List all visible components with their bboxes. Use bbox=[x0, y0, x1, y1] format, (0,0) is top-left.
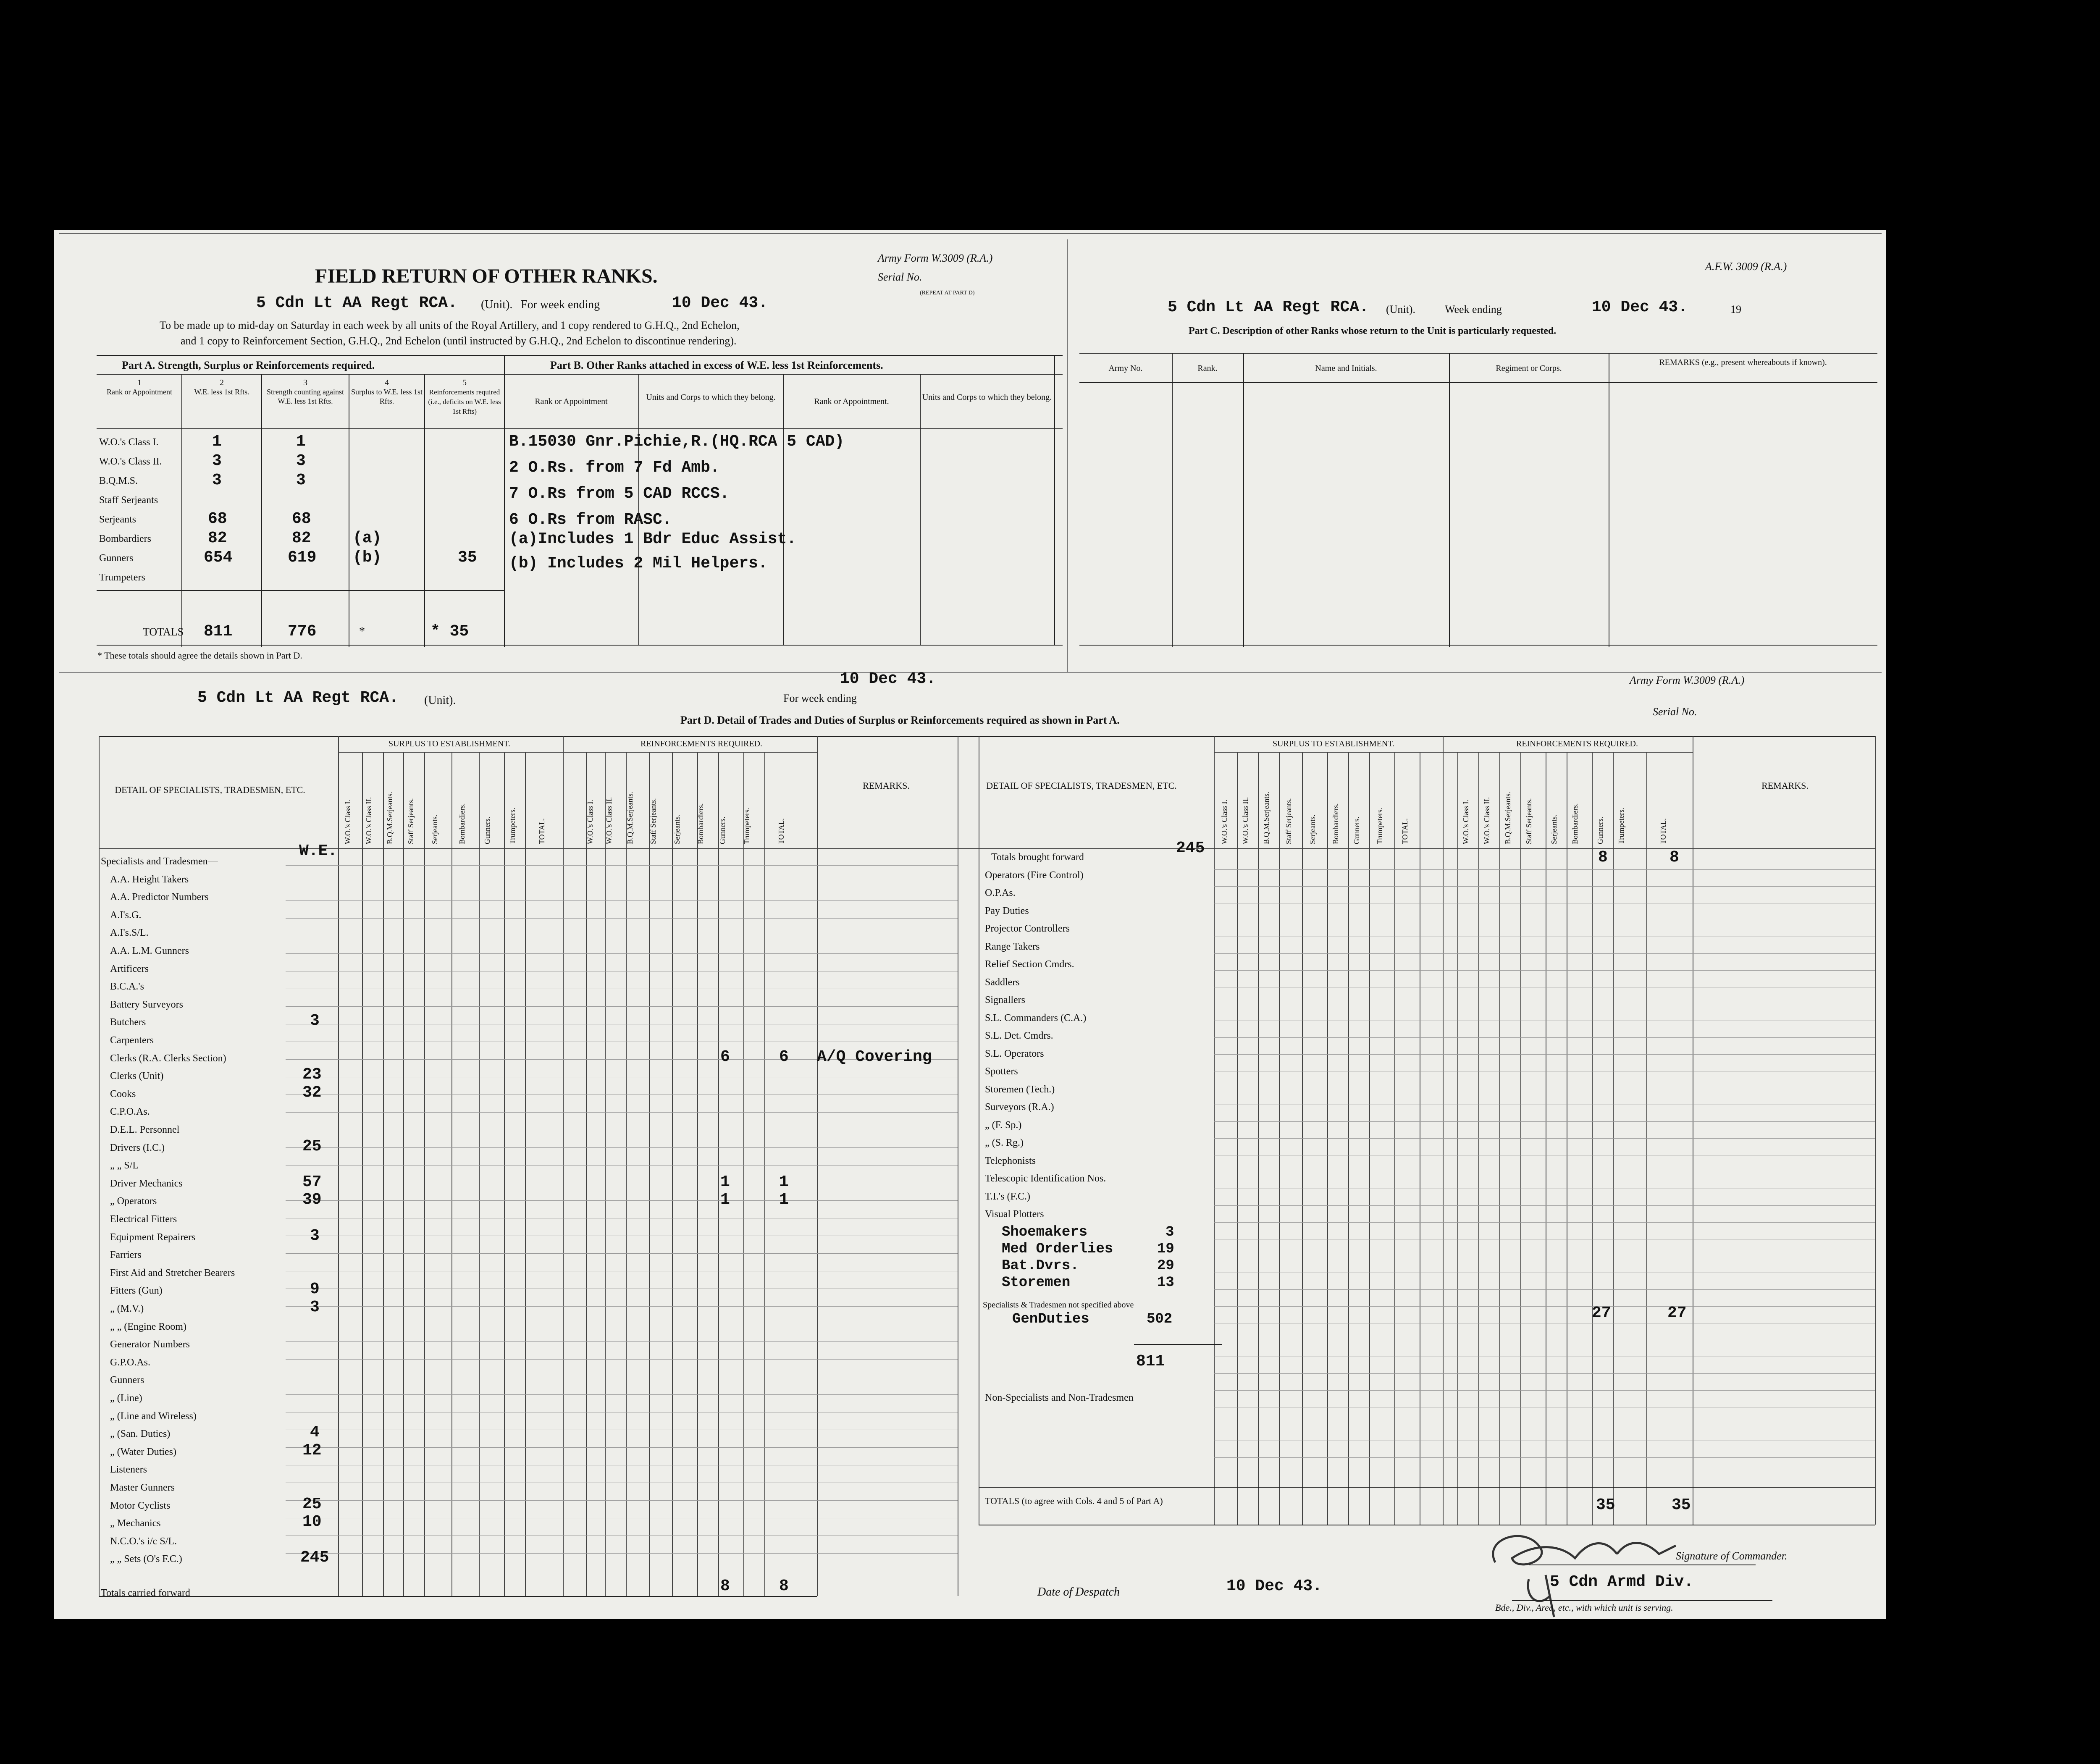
left-col-line bbox=[479, 752, 480, 1596]
row-total-value: 8 bbox=[1670, 848, 1679, 866]
part-c-head-rule bbox=[1079, 382, 1877, 383]
part-b-line: 7 O.Rs from 5 CAD RCCS. bbox=[509, 485, 730, 503]
left-reinf-rank-col-header: W.O.'s Class I. bbox=[586, 799, 594, 844]
repeat-note: (REPEAT AT PART D) bbox=[920, 290, 975, 296]
row-label: „ „ S/L bbox=[110, 1160, 139, 1171]
right-row-rule bbox=[1214, 1121, 1875, 1122]
form-sheet bbox=[54, 230, 1886, 1619]
right-surplus-header: SURPLUS TO ESTABLISHMENT. bbox=[1272, 739, 1395, 748]
row-label: Specialists and Tradesmen— bbox=[101, 856, 218, 867]
left-surplus-rank-col-header: Serjeants. bbox=[430, 814, 439, 844]
left-col-line bbox=[586, 752, 587, 1596]
part-c-col-4-head: Regiment or Corps. bbox=[1496, 364, 1562, 373]
row-label: Signallers bbox=[985, 995, 1025, 1005]
left-col-line bbox=[672, 752, 673, 1596]
form-centre-fold bbox=[1067, 239, 1068, 672]
unit-label-right: (Unit). bbox=[1386, 303, 1416, 315]
right-surplus-rank-col-header: W.O.'s Class II. bbox=[1241, 797, 1250, 844]
row-label: C.P.O.As. bbox=[110, 1106, 150, 1118]
part-b-line: 2 O.Rs. from 7 Fd Amb. bbox=[509, 459, 720, 477]
part-b-col-4-head: Units and Corps to which they belong. bbox=[922, 393, 1052, 402]
part-b-col-1-head: Rank or Appointment bbox=[535, 397, 608, 406]
left-col-line bbox=[743, 752, 744, 1596]
formation-value: 5 Cdn Armd Div. bbox=[1550, 1573, 1694, 1591]
extra-row-label: Med Orderlies bbox=[1002, 1241, 1113, 1257]
right-row-rule bbox=[1214, 886, 1875, 887]
signature-label: Signature of Commander. bbox=[1676, 1550, 1788, 1562]
left-reinf-rank-col-header: Staff Serjeants. bbox=[649, 798, 657, 844]
right-row-rule bbox=[1214, 1390, 1875, 1391]
right-row-rule bbox=[1214, 1205, 1875, 1206]
left-surplus-rank-col-header: Staff Serjeants. bbox=[407, 798, 415, 844]
part-b-title: Part B. Other Ranks attached in excess of W.E. less 1st Reinforcements. bbox=[550, 359, 883, 371]
grand-total-rule bbox=[1134, 1344, 1222, 1345]
right-row-rule bbox=[1214, 869, 1875, 870]
row-we-value: 4 bbox=[310, 1423, 320, 1442]
right-surplus-rank-col-header: B.Q.M.Serjeants. bbox=[1262, 792, 1270, 844]
part-c-col-div-2 bbox=[1243, 353, 1244, 647]
date-of-despatch-value: 10 Dec 43. bbox=[1226, 1577, 1323, 1595]
left-reinf-rank-col-header: Trumpeters. bbox=[743, 808, 751, 844]
right-surplus-rank-col-header: Staff Serjeants. bbox=[1284, 798, 1293, 844]
row-gunners-value: 8 bbox=[1598, 848, 1608, 866]
left-detail-header: DETAIL OF SPECIALISTS, TRADESMEN, ETC. bbox=[115, 785, 305, 795]
part-a-col-3-head: 3 Strength counting against W.E. less 1st Rfts. bbox=[267, 378, 344, 405]
row-total-value: 6 bbox=[779, 1047, 789, 1066]
row-label: Visual Plotters bbox=[985, 1209, 1044, 1220]
left-col-line bbox=[383, 752, 384, 1596]
part-b-line: (a)Includes 1 Bdr Educ Assist. bbox=[509, 530, 797, 548]
row-label: Surveyors (R.A.) bbox=[985, 1102, 1054, 1113]
left-col-line bbox=[697, 752, 698, 1596]
right-row-rule bbox=[1214, 953, 1875, 954]
left-surplus-rank-col-header: W.O.'s Class I. bbox=[344, 799, 352, 844]
row-label: Motor Cyclists bbox=[110, 1500, 171, 1511]
left-surplus-rank-col-header: Bombardiers. bbox=[458, 803, 466, 844]
part-a-head-rule bbox=[97, 374, 504, 375]
row-label: Carpenters bbox=[110, 1035, 154, 1046]
left-reinf-rank-col-header: Bombardiers. bbox=[696, 803, 705, 844]
left-row-rule bbox=[286, 1553, 958, 1554]
not-specified-label: Specialists & Tradesmen not specified above bbox=[983, 1300, 1134, 1310]
row-label: Operators (Fire Control) bbox=[985, 869, 1084, 881]
left-col-line bbox=[504, 752, 505, 1596]
left-row-rule bbox=[286, 1147, 958, 1148]
row-we-value: 12 bbox=[302, 1441, 322, 1460]
part-b-line: 6 O.Rs from RASC. bbox=[509, 511, 672, 529]
row-label: Listeners bbox=[110, 1464, 147, 1475]
row-label: Clerks (R.A. Clerks Section) bbox=[110, 1053, 226, 1064]
unit-value: 5 Cdn Lt AA Regt RCA. bbox=[256, 294, 457, 312]
row-we-value: 57 bbox=[302, 1173, 322, 1191]
formation-line bbox=[1512, 1600, 1772, 1601]
form-top-edge bbox=[59, 233, 1882, 234]
part-b-col-3-head: Rank or Appointment. bbox=[814, 397, 889, 406]
row-label: „ (M.V.) bbox=[110, 1303, 144, 1314]
totals-carried-forward-total: 8 bbox=[779, 1577, 789, 1595]
row-label: S.L. Operators bbox=[985, 1048, 1044, 1059]
row-we-value: 245 bbox=[1176, 839, 1205, 857]
row-label: Range Takers bbox=[985, 941, 1040, 952]
row-label: „ Mechanics bbox=[110, 1518, 161, 1529]
row-label: „ Operators bbox=[110, 1196, 157, 1207]
row-gunners-value: 1 bbox=[720, 1173, 730, 1191]
right-surplus-rank-col-header: TOTAL. bbox=[1401, 818, 1409, 844]
left-reinf-rank-col-header: TOTAL. bbox=[777, 818, 785, 844]
part-c-bottom-rule bbox=[1079, 645, 1877, 646]
left-subhead-rule bbox=[338, 752, 817, 753]
part-b-line: B.15030 Gnr.Pichie,R.(HQ.RCA 5 CAD) bbox=[509, 433, 845, 451]
part-b-bottom-rule bbox=[504, 645, 1063, 646]
row-label: First Aid and Stretcher Bearers bbox=[110, 1267, 235, 1278]
row-label: N.C.O.'s i/c S/L. bbox=[110, 1536, 177, 1547]
row-we-value: 32 bbox=[302, 1083, 322, 1102]
left-surplus-rank-col-header: B.Q.M.Serjeants. bbox=[386, 792, 394, 844]
gen-duties-we: 502 bbox=[1147, 1311, 1173, 1327]
part-b-col-div-2 bbox=[783, 374, 784, 645]
row-label: A.I's.G. bbox=[110, 909, 142, 921]
right-reinf-rank-col-header: TOTAL. bbox=[1659, 818, 1667, 844]
army-form-label: Army Form W.3009 (R.A.) bbox=[878, 252, 993, 264]
left-row-rule bbox=[286, 1447, 958, 1448]
row-we-value: 9 bbox=[310, 1280, 320, 1299]
right-reinf-rank-col-header: Gunners. bbox=[1596, 816, 1604, 844]
row-label: Totals brought forward bbox=[991, 852, 1084, 863]
part-b-colhead-rule bbox=[504, 428, 1063, 429]
part-d-army-form: Army Form W.3009 (R.A.) bbox=[1630, 674, 1745, 686]
left-reinf-rank-col-header: B.Q.M.Serjeants. bbox=[626, 792, 634, 844]
right-reinf-rank-col-header: B.Q.M.Serjeants. bbox=[1504, 792, 1512, 844]
left-surplus-rank-col-header: W.O.'s Class II. bbox=[365, 797, 373, 844]
part-d-head-rule bbox=[99, 848, 1875, 849]
part-d-totals-total: 35 bbox=[1672, 1496, 1691, 1514]
left-row-rule bbox=[286, 1006, 958, 1007]
left-col-line bbox=[605, 752, 606, 1596]
part-b-col-2-head: Units and Corps to which they belong. bbox=[646, 393, 776, 402]
row-label: S.L. Commanders (C.A.) bbox=[985, 1012, 1087, 1024]
row-we-value: 10 bbox=[302, 1513, 322, 1531]
part-c-col-2-head: Rank. bbox=[1197, 364, 1218, 373]
week-ending-label-right: Week ending bbox=[1445, 303, 1502, 315]
form-title: FIELD RETURN OF OTHER RANKS. bbox=[315, 265, 658, 287]
right-remarks-header: REMARKS. bbox=[1761, 780, 1809, 791]
part-a-totals-rule bbox=[97, 590, 504, 591]
row-label: Butchers bbox=[110, 1017, 146, 1028]
row-label: Drivers (I.C.) bbox=[110, 1142, 165, 1153]
right-reinf-rank-col-header: W.O.'s Class I. bbox=[1462, 799, 1470, 844]
extra-row-we: 13 bbox=[1157, 1275, 1174, 1291]
part-a-col-div-2 bbox=[261, 374, 262, 647]
right-row-rule bbox=[1214, 1054, 1875, 1055]
right-reinf-rank-col-header: Staff Serjeants. bbox=[1525, 798, 1533, 844]
extra-row-we: 3 bbox=[1166, 1224, 1174, 1240]
left-surplus-rank-col-header: Trumpeters. bbox=[508, 808, 517, 844]
row-label: A.A. Predictor Numbers bbox=[110, 892, 209, 903]
row-label: Relief Section Cmdrs. bbox=[985, 959, 1074, 970]
row-label: Driver Mechanics bbox=[110, 1178, 183, 1189]
row-total-value: 1 bbox=[779, 1173, 789, 1191]
week-ending-label: For week ending bbox=[521, 298, 600, 311]
left-reinf-header: REINFORCEMENTS REQUIRED. bbox=[640, 739, 762, 748]
instructions-line-1: To be made up to mid-day on Saturday in each week by all units of the Royal Artillery, and 1 copy rendered to G.H.Q., 2nd Echelon, bbox=[160, 319, 740, 331]
totals-carried-forward-label: Totals carried forward bbox=[101, 1588, 190, 1599]
right-row-rule bbox=[1214, 1138, 1875, 1139]
row-we-value: 3 bbox=[310, 1298, 320, 1316]
part-c-col-3-head: Name and Initials. bbox=[1315, 364, 1377, 373]
part-a-col-5-head: 5 Reinforcements required (i.e., deficits on W.E. less 1st Rfts) bbox=[428, 378, 501, 415]
right-surplus-rank-col-header: Gunners. bbox=[1352, 816, 1361, 844]
row-we-value: 23 bbox=[302, 1066, 322, 1084]
row-label: „ (F. Sp.) bbox=[985, 1119, 1022, 1131]
part-a-bottom-rule bbox=[97, 645, 504, 646]
left-row-rule bbox=[286, 1359, 958, 1360]
part-a-footnote: * These totals should agree the details shown in Part D. bbox=[97, 650, 302, 661]
gen-duties-total: 27 bbox=[1667, 1304, 1687, 1322]
part-d-left-bottom-rule bbox=[99, 1596, 817, 1597]
row-label: „ (S. Rg.) bbox=[985, 1137, 1024, 1148]
row-label: „ „ Sets (O's F.C.) bbox=[110, 1554, 182, 1565]
part-d-week-value: 10 Dec 43. bbox=[840, 670, 936, 688]
part-b-col-div-4 bbox=[1054, 355, 1055, 645]
right-row-rule bbox=[1214, 1457, 1875, 1458]
row-label: „ „ (Engine Room) bbox=[110, 1321, 186, 1332]
right-surplus-rank-col-header: Trumpeters. bbox=[1376, 808, 1384, 844]
left-row-rule bbox=[286, 1112, 958, 1113]
part-a-col-2-head: 2 W.E. less 1st Rfts. bbox=[194, 378, 249, 396]
row-label: Battery Surveyors bbox=[110, 999, 183, 1010]
row-label: Cooks bbox=[110, 1088, 136, 1100]
part-d-unit-label: (Unit). bbox=[424, 694, 456, 707]
gen-duties-gunners: 27 bbox=[1592, 1304, 1611, 1322]
left-surplus-header: SURPLUS TO ESTABLISHMENT. bbox=[388, 739, 511, 748]
left-row-rule bbox=[286, 900, 958, 901]
left-col-line bbox=[718, 752, 719, 1596]
left-row-rule bbox=[286, 1394, 958, 1395]
right-reinf-rank-col-header: Bombardiers. bbox=[1571, 803, 1579, 844]
row-remarks-value: A/Q Covering bbox=[817, 1047, 932, 1066]
row-label: D.E.L. Personnel bbox=[110, 1124, 180, 1135]
right-surplus-rank-col-header: Serjeants. bbox=[1308, 814, 1317, 844]
row-label: S.L. Det. Cmdrs. bbox=[985, 1030, 1053, 1041]
row-label: Artificers bbox=[110, 963, 149, 974]
part-a-col-div-1 bbox=[181, 374, 182, 647]
row-label: A.I's.S/L. bbox=[110, 927, 149, 939]
part-b-col-div-1 bbox=[638, 374, 639, 645]
part-d-top-rule bbox=[99, 736, 1875, 737]
right-row-rule bbox=[1214, 1373, 1875, 1374]
part-c-col-5-head: REMARKS (e.g., present whereabouts if known). bbox=[1659, 358, 1827, 367]
gen-duties-label: GenDuties bbox=[1012, 1311, 1089, 1327]
left-row-rule bbox=[286, 1253, 958, 1254]
row-label: „ (Line) bbox=[110, 1393, 142, 1404]
part-a-col-1-head: 1 Rank or Appointment bbox=[107, 378, 172, 396]
grand-total-we: 811 bbox=[1136, 1352, 1165, 1370]
left-row-rule bbox=[286, 1306, 958, 1307]
left-row-rule bbox=[286, 1500, 958, 1501]
row-label: B.C.A.'s bbox=[110, 981, 144, 992]
part-b-line: (b) Includes 2 Mil Helpers. bbox=[509, 554, 768, 572]
left-surplus-rank-col-header: Gunners. bbox=[483, 816, 491, 844]
left-reinf-rank-col-header: Gunners. bbox=[718, 816, 727, 844]
row-we-value: 25 bbox=[302, 1495, 322, 1513]
right-col-line bbox=[1214, 736, 1215, 1525]
row-label: Electrical Fitters bbox=[110, 1214, 177, 1225]
extra-row-we: 19 bbox=[1157, 1241, 1174, 1257]
row-label: A.A. Height Takers bbox=[110, 874, 189, 885]
right-reinf-rank-col-header: Serjeants. bbox=[1550, 814, 1558, 844]
part-c-top-rule bbox=[1079, 353, 1877, 354]
signature-line bbox=[1529, 1564, 1756, 1565]
afw-right-label: A.F.W. 3009 (R.A.) bbox=[1705, 260, 1787, 273]
row-label: Master Gunners bbox=[110, 1482, 175, 1493]
row-total-value: 1 bbox=[779, 1191, 789, 1209]
row-we-value: 3 bbox=[310, 1226, 320, 1245]
row-label: A.A. L.M. Gunners bbox=[110, 945, 189, 956]
row-label: „ (San. Duties) bbox=[110, 1428, 171, 1440]
right-totals-rule bbox=[979, 1487, 1875, 1488]
extra-row-label: Bat.Dvrs. bbox=[1002, 1258, 1079, 1274]
part-b-col-div-3 bbox=[920, 374, 921, 645]
row-label: Spotters bbox=[985, 1066, 1018, 1077]
row-label: Telephonists bbox=[985, 1155, 1036, 1166]
right-reinf-rank-col-header: Trumpeters. bbox=[1617, 808, 1625, 844]
week-value-right: 10 Dec 43. bbox=[1592, 298, 1688, 316]
formation-label: Bde., Div., Area, etc., with which unit is serving. bbox=[1495, 1602, 1673, 1613]
right-subhead-rule bbox=[1214, 752, 1693, 753]
left-row-rule bbox=[286, 1341, 958, 1342]
left-remarks-header: REMARKS. bbox=[863, 780, 910, 791]
row-label: Gunners bbox=[110, 1375, 144, 1386]
row-gunners-value: 1 bbox=[720, 1191, 730, 1209]
left-col-line bbox=[626, 752, 627, 1596]
row-label: Storemen (Tech.) bbox=[985, 1084, 1055, 1095]
right-reinf-rank-col-header: W.O.'s Class II. bbox=[1483, 797, 1491, 844]
row-we-value: 25 bbox=[302, 1137, 322, 1155]
left-reinf-rank-col-header: W.O.'s Class II. bbox=[605, 797, 613, 844]
right-surplus-rank-col-header: Bombardiers. bbox=[1331, 803, 1340, 844]
right-row-rule bbox=[1214, 1306, 1875, 1307]
part-c-title: Part C. Description of other Ranks whose return to the Unit is particularly requested. bbox=[1189, 326, 1557, 336]
date-of-despatch-label: Date of Despatch bbox=[1037, 1586, 1120, 1599]
row-we-value: 245 bbox=[300, 1549, 329, 1567]
left-row-rule bbox=[286, 865, 958, 866]
row-we-value: 3 bbox=[310, 1012, 320, 1030]
row-label: Saddlers bbox=[985, 976, 1020, 988]
part-d-totals-gunners: 35 bbox=[1596, 1496, 1615, 1514]
right-row-rule bbox=[1214, 1037, 1875, 1038]
instructions-line-2: and 1 copy to Reinforcement Section, G.H.Q., 2nd Echelon (until instructed by G.H.Q., 2nd Echelon to discontinue rendering). bbox=[181, 335, 737, 347]
extra-row-label: Storemen bbox=[1002, 1275, 1071, 1291]
row-label: O.P.As. bbox=[985, 887, 1016, 898]
part-a-top-rule bbox=[97, 355, 504, 356]
left-col-line bbox=[525, 752, 526, 1596]
row-label: „ (Line and Wireless) bbox=[110, 1410, 197, 1422]
part-d-serial-no: Serial No. bbox=[1653, 706, 1697, 718]
left-row-rule bbox=[286, 918, 958, 919]
right-row-rule bbox=[1214, 1289, 1875, 1290]
extra-row-we: 29 bbox=[1157, 1258, 1174, 1274]
row-label: Generator Numbers bbox=[110, 1339, 190, 1350]
row-label: Clerks (Unit) bbox=[110, 1071, 164, 1082]
right-row-rule bbox=[1214, 970, 1875, 971]
part-a-col-div-5 bbox=[504, 355, 505, 647]
row-label: Fitters (Gun) bbox=[110, 1285, 163, 1297]
left-col-line bbox=[403, 752, 404, 1596]
left-col-line bbox=[649, 752, 650, 1596]
right-surplus-rank-col-header: W.O.'s Class I. bbox=[1220, 799, 1228, 844]
row-label: „ (Water Duties) bbox=[110, 1446, 176, 1457]
part-d-totals-label: TOTALS (to agree with Cols. 4 and 5 of Part A) bbox=[985, 1496, 1163, 1506]
serial-no-label: Serial No. bbox=[878, 271, 922, 283]
part-d-week-label: For week ending bbox=[783, 692, 857, 704]
part-c-col-div-1 bbox=[1172, 353, 1173, 647]
part-c-col-div-3 bbox=[1449, 353, 1450, 647]
right-reinf-header: REINFORCEMENTS REQUIRED. bbox=[1516, 739, 1638, 748]
part-d-title: Part D. Detail of Trades and Duties of Surplus or Reinforcements required as shown in Part A. bbox=[680, 714, 1120, 726]
row-label: Telescopic Identification Nos. bbox=[985, 1173, 1106, 1184]
row-label: Equipment Repairers bbox=[110, 1231, 196, 1243]
unit-label: (Unit). bbox=[481, 298, 513, 311]
extra-row-label: Shoemakers bbox=[1002, 1224, 1088, 1240]
row-label: G.P.O.As. bbox=[110, 1357, 151, 1368]
totals-carried-forward-gunners: 8 bbox=[720, 1577, 730, 1595]
left-col-line bbox=[99, 736, 100, 1596]
week-value: 10 Dec 43. bbox=[672, 294, 768, 312]
row-label: Farriers bbox=[110, 1250, 142, 1261]
year-suffix: 19 bbox=[1730, 303, 1741, 315]
left-reinf-rank-col-header: Serjeants. bbox=[673, 814, 681, 844]
part-a-colhead-rule bbox=[97, 428, 504, 429]
left-row-rule bbox=[286, 1165, 958, 1166]
row-label: Pay Duties bbox=[985, 905, 1029, 916]
right-detail-header: DETAIL OF SPECIALISTS, TRADESMEN, ETC. bbox=[986, 780, 1177, 791]
part-a-col-4-head: 4 Surplus to W.E. less 1st Rfts. bbox=[351, 378, 423, 405]
row-label: Projector Controllers bbox=[985, 923, 1070, 934]
right-row-rule bbox=[1214, 1222, 1875, 1223]
left-surplus-rank-col-header: TOTAL. bbox=[538, 818, 546, 844]
left-row-rule bbox=[286, 1200, 958, 1201]
left-col-line bbox=[424, 752, 425, 1596]
unit-value-right: 5 Cdn Lt AA Regt RCA. bbox=[1168, 298, 1369, 316]
row-we-value: 39 bbox=[302, 1191, 322, 1209]
part-a-title: Part A. Strength, Surplus or Reinforcements required. bbox=[122, 359, 375, 371]
perforation-line bbox=[59, 672, 1882, 673]
part-c-col-1-head: Army No. bbox=[1108, 364, 1143, 373]
non-specialists-label: Non-Specialists and Non-Tradesmen bbox=[985, 1392, 1134, 1403]
right-col-line bbox=[1875, 736, 1876, 1525]
row-gunners-value: 6 bbox=[720, 1047, 730, 1066]
part-d-unit-value: 5 Cdn Lt AA Regt RCA. bbox=[197, 689, 399, 707]
part-b-top-rule bbox=[504, 355, 1063, 356]
left-col-line bbox=[764, 752, 765, 1596]
we-label: W.E. bbox=[299, 842, 338, 860]
right-col-line bbox=[1443, 736, 1444, 1525]
left-col-line bbox=[362, 752, 363, 1596]
left-row-rule bbox=[286, 953, 958, 954]
row-label: T.I.'s (F.C.) bbox=[985, 1191, 1030, 1202]
